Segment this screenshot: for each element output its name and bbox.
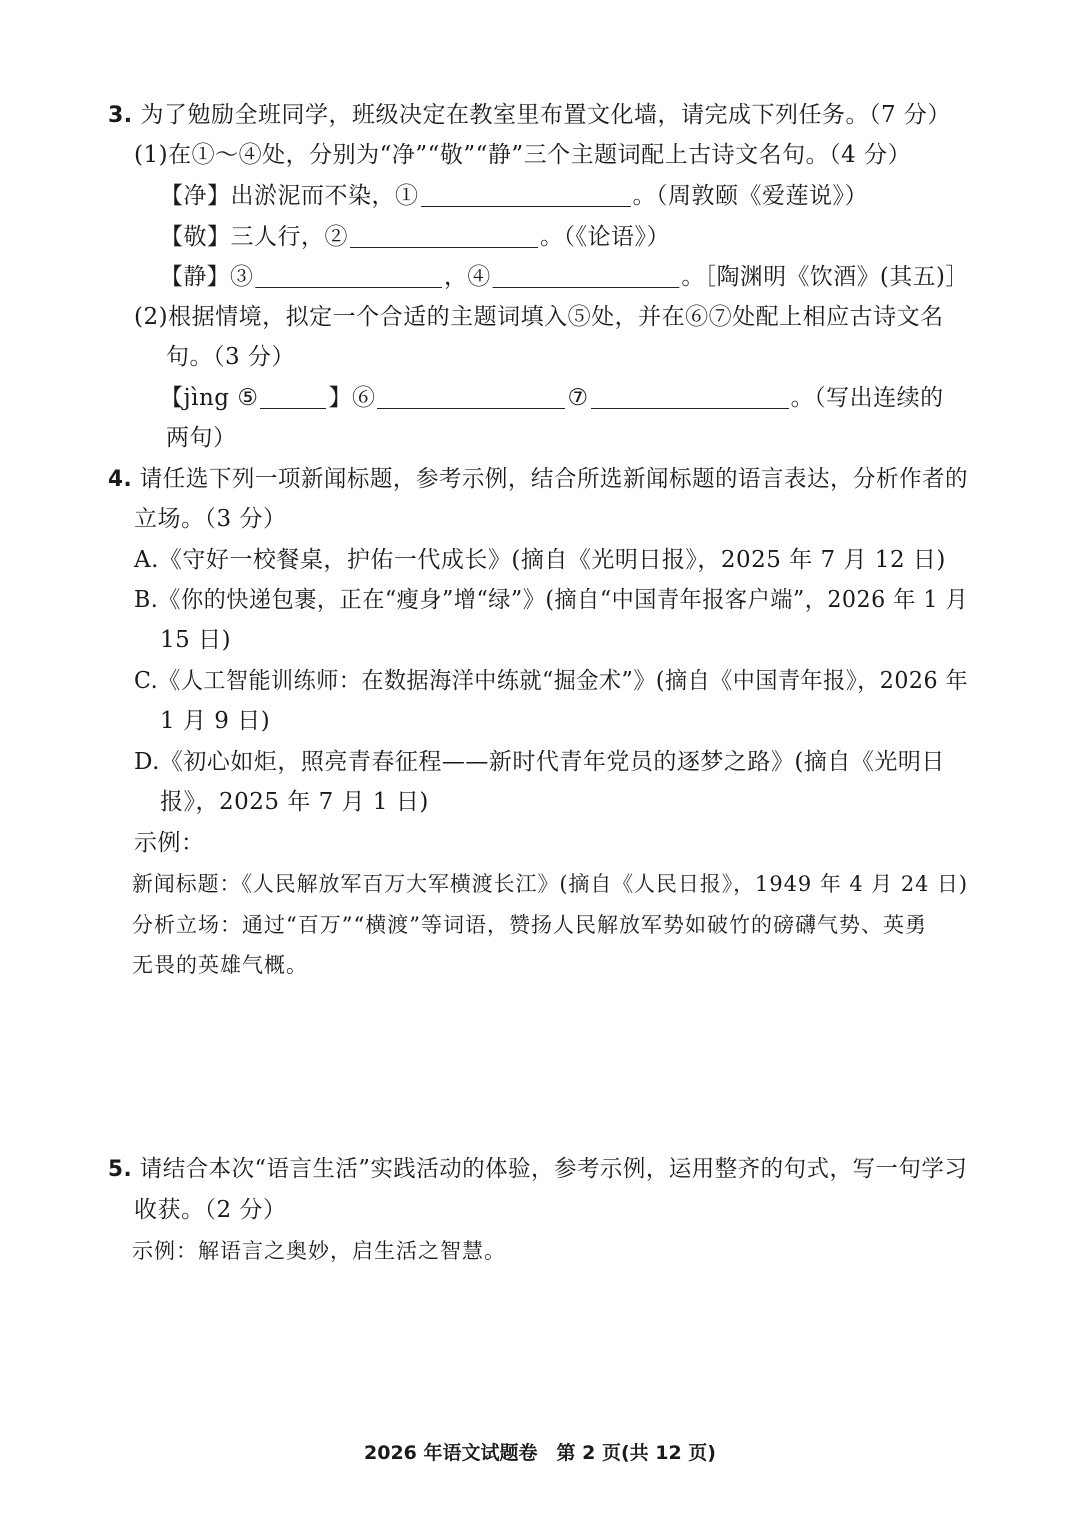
option-d-text: D.《初心如炬，照亮青春征程——新时代青年党员的逐梦之路》(摘自《光明日 [134, 749, 945, 775]
tag-jing-pure: 【净】 [160, 183, 231, 209]
q5-stem-line2 [134, 1195, 286, 1225]
q3-sub2-line2 [166, 342, 295, 372]
q3-sub2-line1 [134, 302, 944, 332]
q5-example [132, 1236, 506, 1266]
tag-jing-respect: 【敬】 [160, 224, 231, 250]
jing-pure-end: 。（周敦颐《爱莲说》） [632, 183, 868, 209]
q3-sub1-text: (1)在①～④处，分别为“净”“敬”“静”三个主题词配上古诗文名句。（4 分） [134, 142, 912, 168]
q5-example-text: 示例：解语言之奥妙，启生活之智慧。 [132, 1239, 506, 1263]
option-c-text: C.《人工智能训练师：在数据海洋中练就“掘金术”》(摘自《中国青年报》，2026 年 [134, 668, 969, 694]
q4-option-c-line1 [134, 666, 968, 696]
q4-option-c-line2 [160, 706, 270, 736]
example-analysis-text-2: 无畏的英雄气概。 [132, 953, 308, 977]
example-analysis-text: 分析立场：通过“百万”“横渡”等词语，赞扬人民解放军势如破竹的磅礴气势、英勇 [132, 913, 927, 937]
option-c-text-2: 1 月 9 日) [160, 708, 271, 734]
q3-jing-calm [160, 262, 969, 292]
option-d-text-2: 报》，2025 年 7 月 1 日) [160, 789, 429, 815]
jing-respect-end: 。（《论语》） [540, 224, 670, 250]
blank-1[interactable] [421, 184, 631, 207]
q3-number: 3. [108, 103, 133, 128]
q4-stem-line2 [134, 504, 286, 534]
option-b-text: B.《你的快递包裹，正在“瘦身”增“绿”》(摘自“中国青年报客户端”，2026 年 1 月 [134, 587, 969, 613]
blank-6[interactable] [377, 386, 565, 409]
q3-stem [108, 100, 951, 131]
example-title-text: 新闻标题：《人民解放军百万大军横渡长江》(摘自《人民日报》，1949 年 4 月 24 日) [132, 872, 969, 896]
blank-3[interactable] [255, 265, 442, 288]
jing5-line2-text: 两句） [166, 425, 237, 451]
tag-jing-calm: 【静】 [160, 264, 231, 290]
jing-pure-text: 出淤泥而不染，① [230, 183, 419, 209]
q4-stem-line1 [108, 464, 968, 495]
jing-calm-mid: ，④ [443, 264, 491, 290]
q4-option-b-line2 [160, 625, 231, 655]
q3-jing-pure [160, 181, 868, 211]
option-a-text: A.《守好一校餐桌，护佑一代成长》(摘自《光明日报》，2025 年 7 月 12 日) [134, 547, 946, 573]
jing-calm-text: ③ [230, 264, 254, 290]
jing5-seven: ⑦ [567, 385, 589, 411]
q4-option-d-line2 [160, 787, 429, 817]
q4-example-title [132, 869, 968, 899]
q4-option-d-line1 [134, 747, 945, 777]
q4-stem-text-2: 立场。（3 分） [134, 506, 287, 532]
q4-option-b-line1 [134, 585, 968, 615]
q4-number: 4. [108, 467, 133, 492]
jing-respect-text: 三人行，② [230, 224, 348, 250]
q4-example-analysis-line1 [132, 910, 927, 940]
q5-number: 5. [108, 1157, 133, 1182]
q4-example-analysis-line2 [132, 950, 308, 980]
option-b-text-2: 15 日) [160, 627, 232, 653]
q3-jing-respect [160, 222, 670, 252]
jing-calm-end: 。［陶渊明《饮酒》(其五)］ [681, 264, 969, 290]
jing5-open: 【jìng [160, 385, 230, 411]
q3-sub2-text-2: 句。（3 分） [166, 344, 295, 370]
blank-7[interactable] [591, 386, 789, 409]
page-footer: 2026 年语文试题卷 第 2 页(共 12 页) [364, 1442, 716, 1464]
blank-5[interactable] [260, 386, 326, 409]
example-label: 示例： [134, 830, 205, 856]
blank-2[interactable] [350, 225, 538, 248]
q5-stem-text-2: 收获。（2 分） [134, 1197, 287, 1223]
q5-stem-line1 [108, 1154, 967, 1185]
q3-sub2-text: (2)根据情境，拟定一个合适的主题词填入⑤处，并在⑥⑦处配上相应古诗文名 [134, 304, 944, 330]
blank-4[interactable] [493, 265, 680, 288]
q4-option-a [134, 545, 946, 575]
q4-stem-text: 请任选下列一项新闻标题，参考示例，结合所选新闻标题的语言表达，分析作者的 [139, 466, 969, 492]
jing5-end: 。（写出连续的 [790, 385, 944, 411]
q3-stem-text: 为了勉励全班同学，班级决定在教室里布置文化墙，请完成下列任务。（7 分） [140, 102, 951, 128]
jing5-five: ⑤ [237, 385, 259, 411]
jing5-close: 】⑥ [328, 385, 376, 411]
q3-jing5-line [160, 383, 944, 413]
q3-jing5-line2 [166, 423, 237, 453]
q5-stem-text: 请结合本次“语言生活”实践活动的体验，参考示例，运用整齐的句式，写一句学习 [139, 1156, 968, 1182]
q3-sub1 [134, 140, 911, 170]
q4-example-label [134, 828, 205, 858]
